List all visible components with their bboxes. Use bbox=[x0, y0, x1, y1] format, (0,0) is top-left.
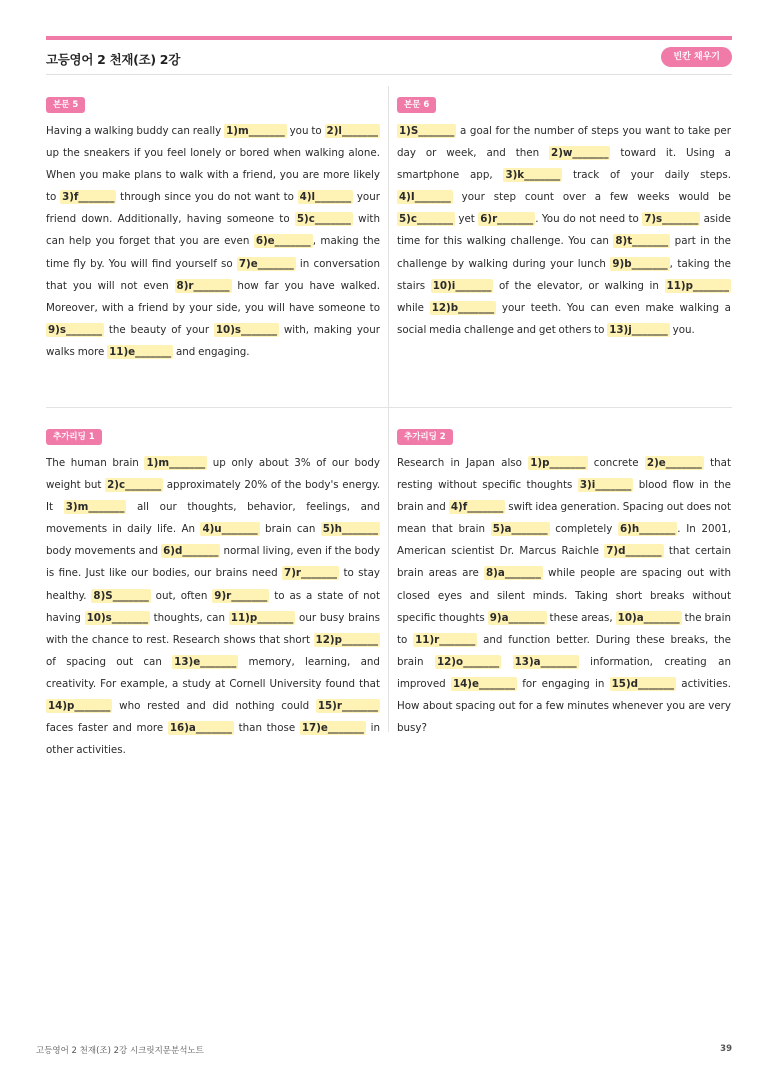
document-title: 고등영어 2 천재(조) 2강 bbox=[46, 52, 180, 67]
section-tag: 추가리딩 2 bbox=[397, 429, 453, 445]
passage-fragment: your friend down. Additionally, having someone to bbox=[46, 191, 380, 226]
blank-field: 2)l_______ bbox=[326, 125, 378, 137]
blank-field: 4)f_______ bbox=[450, 501, 504, 514]
passage-text bbox=[46, 120, 380, 363]
passage-fragment: out, often bbox=[150, 589, 213, 602]
section-tag: 추가리딩 1 bbox=[46, 429, 102, 445]
passage-fragment: your teeth. You can even make walking a social media challenge and get others to bbox=[397, 301, 731, 336]
passage-fragment: approximately 20% of the body's energy. It bbox=[46, 479, 380, 514]
column-divider bbox=[388, 86, 389, 732]
passage-fragment: in other activities. bbox=[46, 722, 380, 757]
blank-field: 8)S_______ bbox=[93, 589, 149, 602]
blank-field: 5)c_______ bbox=[399, 213, 454, 226]
passage-fragment: the beauty of your bbox=[104, 323, 214, 336]
passage-fragment: how far you have walked. Moreover, with a friend by your side, you will have someone to bbox=[46, 279, 380, 314]
blank-field: 12)b_______ bbox=[431, 301, 495, 314]
blank-field: 1)S_______ bbox=[399, 125, 455, 137]
passage-text bbox=[46, 452, 380, 761]
blank-field: 11)p_______ bbox=[666, 279, 729, 292]
passage-fragment: body movements and bbox=[46, 545, 162, 558]
blank-field: 2)c_______ bbox=[107, 479, 162, 492]
passage-fragment: that resting without specific thoughts bbox=[397, 457, 732, 492]
passage-fragment: track of your daily steps. bbox=[562, 169, 731, 182]
passage-fragment: Having a walking buddy can really bbox=[46, 125, 225, 137]
blank-field: 4)I_______ bbox=[399, 191, 451, 204]
section-panel-2 bbox=[397, 92, 731, 341]
blank-field: 2)e_______ bbox=[646, 457, 702, 469]
blank-field: 3)f_______ bbox=[62, 191, 115, 204]
blank-field: 8)t_______ bbox=[615, 235, 669, 248]
blank-field: 9)a_______ bbox=[489, 611, 545, 624]
passage-fragment: The human brain bbox=[46, 457, 145, 469]
passage-fragment: our busy brains with the chance to rest. Research shows that short bbox=[46, 611, 380, 646]
blank-field: 10)a_______ bbox=[617, 611, 680, 624]
blank-field: 7)e_______ bbox=[238, 257, 294, 270]
blank-field: 5)c_______ bbox=[296, 213, 351, 226]
passage-fragment: of the elevator, or walking in bbox=[493, 279, 665, 292]
passage-fragment: to as a state of not having bbox=[46, 589, 380, 624]
blank-field: 3)k_______ bbox=[505, 169, 561, 182]
passage-fragment: . In 2001, American scientist Dr. Marcus Raichle bbox=[397, 523, 731, 558]
fill-in-blank-badge: 빈칸 채우기 bbox=[661, 47, 732, 67]
blank-field: 1)m_______ bbox=[146, 457, 206, 469]
footer-text: 고등영어 2 천재(조) 2강 시크릿지문분석노트 bbox=[36, 1046, 204, 1056]
passage-fragment: you. bbox=[669, 323, 695, 336]
blank-field: 13)e_______ bbox=[174, 655, 237, 668]
blank-field: 1)p_______ bbox=[530, 457, 586, 469]
passage-fragment: and engaging. bbox=[173, 345, 250, 358]
passage-fragment: than those bbox=[233, 722, 300, 735]
section-panel-3 bbox=[46, 424, 380, 761]
blank-field: 8)a_______ bbox=[486, 567, 541, 580]
passage-fragment: completely bbox=[549, 523, 619, 536]
passage-fragment: part in the challenge by walking during your lunch bbox=[397, 235, 731, 270]
passage-fragment: thoughts, can bbox=[149, 611, 229, 624]
passage-fragment: toward it. Using a smartphone app, bbox=[397, 147, 731, 182]
blank-field: 3)i_______ bbox=[579, 479, 632, 492]
blank-field: 7)s_______ bbox=[644, 213, 699, 226]
passage-fragment: with, making your walks more bbox=[46, 323, 380, 358]
passage-fragment: for engaging in bbox=[517, 677, 610, 690]
blank-field: 2)w_______ bbox=[551, 147, 609, 160]
header-divider bbox=[46, 74, 732, 75]
passage-fragment: swift idea generation. Spacing out does not mean that brain bbox=[397, 501, 731, 536]
passage-fragment: that certain brain areas are bbox=[397, 545, 732, 580]
blank-field: 1)m_______ bbox=[226, 125, 285, 137]
passage-fragment: who rested and did nothing could bbox=[112, 700, 316, 713]
passage-fragment: , taking the stairs bbox=[397, 257, 732, 292]
passage-fragment: up the sneakers if you feel lonely or bored when walking alone. When you make plans to walk with a friend, you are more likely to bbox=[46, 147, 380, 204]
blank-field: 6)d_______ bbox=[163, 545, 219, 558]
passage-fragment: brain can bbox=[259, 523, 321, 536]
passage-fragment bbox=[501, 656, 513, 668]
passage-fragment: aside time for this walking challenge. You can bbox=[397, 213, 732, 248]
blank-field: 16)a_______ bbox=[169, 722, 232, 735]
section-panel-4 bbox=[397, 424, 731, 739]
blank-field: 10)s_______ bbox=[215, 323, 278, 336]
passage-fragment: activities. How about spacing out for a few minutes whenever you are very busy? bbox=[397, 677, 731, 735]
blank-field: 10)s_______ bbox=[86, 611, 148, 624]
blank-field: 3)m_______ bbox=[65, 501, 125, 514]
blank-field: 14)e_______ bbox=[452, 677, 515, 690]
blank-field: 9)s_______ bbox=[48, 323, 103, 336]
blank-field: 9)r_______ bbox=[214, 589, 268, 602]
passage-text bbox=[397, 452, 731, 739]
blank-field: 11)p_______ bbox=[230, 611, 294, 624]
blank-field: 12)o_______ bbox=[436, 655, 500, 668]
passage-fragment: faces faster and more bbox=[46, 722, 168, 735]
blank-field: 6)h_______ bbox=[620, 523, 676, 536]
passage-fragment: blood flow in the brain and bbox=[397, 479, 731, 514]
passage-fragment: the brain to bbox=[397, 611, 731, 646]
passage-fragment: while bbox=[397, 301, 430, 314]
blank-field: 10)i_______ bbox=[432, 279, 492, 292]
passage-fragment: a goal for the number of steps you want to take per day or week, and then bbox=[397, 125, 731, 160]
page-number: 39 bbox=[720, 1044, 732, 1054]
blank-field: 9)b_______ bbox=[612, 257, 668, 270]
blank-field: 17)e_______ bbox=[301, 722, 364, 735]
blank-field: 13)j_______ bbox=[609, 323, 668, 336]
section-panel-1 bbox=[46, 92, 380, 363]
passage-fragment: with can help you forget that you are even bbox=[46, 213, 380, 248]
row-divider bbox=[46, 407, 732, 408]
passage-fragment: these areas, bbox=[546, 611, 616, 624]
passage-fragment: up only about 3% of our body weight but bbox=[46, 457, 380, 492]
passage-fragment: Research in Japan also bbox=[397, 457, 529, 469]
blank-field: 7)r_______ bbox=[284, 567, 338, 580]
blank-field: 14)p_______ bbox=[48, 700, 111, 713]
passage-fragment: information, creating an improved bbox=[397, 655, 731, 690]
section-tag: 본문 5 bbox=[46, 97, 85, 113]
passage-fragment: to stay healthy. bbox=[46, 567, 380, 602]
passage-fragment: memory, learning, and creativity. For example, a study at Cornell University found that bbox=[46, 655, 380, 690]
passage-fragment: you to bbox=[286, 125, 325, 137]
blank-field: 6)e_______ bbox=[255, 235, 311, 248]
blank-field: 4)l_______ bbox=[299, 191, 352, 204]
passage-fragment: of spacing out can bbox=[46, 655, 173, 668]
blank-field: 12)p_______ bbox=[315, 633, 378, 646]
passage-fragment: while people are spacing out with closed eyes and silent minds. Taking short breaks without specific thoughts bbox=[397, 567, 732, 624]
blank-field: 15)r_______ bbox=[317, 700, 378, 713]
page-header bbox=[46, 47, 732, 73]
passage-fragment: your step count over a few weeks would be bbox=[452, 191, 731, 204]
passage-text bbox=[397, 120, 731, 341]
blank-field: 8)r_______ bbox=[176, 279, 230, 292]
blank-field: 5)a_______ bbox=[492, 523, 548, 536]
blank-field: 11)e_______ bbox=[109, 345, 172, 358]
passage-fragment: concrete bbox=[587, 457, 645, 469]
passage-fragment: all our thoughts, behavior, feelings, and movements in daily life. An bbox=[46, 501, 380, 536]
section-tag: 본문 6 bbox=[397, 97, 436, 113]
blank-field: 15)d_______ bbox=[611, 677, 675, 690]
blank-field: 5)h_______ bbox=[322, 523, 378, 536]
passage-fragment: yet bbox=[455, 213, 479, 226]
passage-fragment: , making the time fly by. You will find yourself so bbox=[46, 235, 380, 270]
blank-field: 11)r_______ bbox=[415, 633, 476, 646]
passage-fragment: and function better. During these breaks, the brain bbox=[397, 633, 731, 668]
passage-fragment: through since you do not want to bbox=[116, 191, 298, 204]
blank-field: 6)r_______ bbox=[480, 213, 534, 226]
passage-fragment: normal living, even if the body is fine. Just like our bodies, our brains need bbox=[46, 545, 380, 580]
blank-field: 4)u_______ bbox=[202, 523, 258, 536]
blank-field: 7)d_______ bbox=[606, 545, 662, 558]
passage-fragment: . You do not need to bbox=[535, 213, 643, 226]
blank-field: 13)a_______ bbox=[514, 655, 577, 668]
passage-fragment: in conversation that you will not even bbox=[46, 257, 380, 292]
top-accent-bar bbox=[46, 36, 732, 40]
